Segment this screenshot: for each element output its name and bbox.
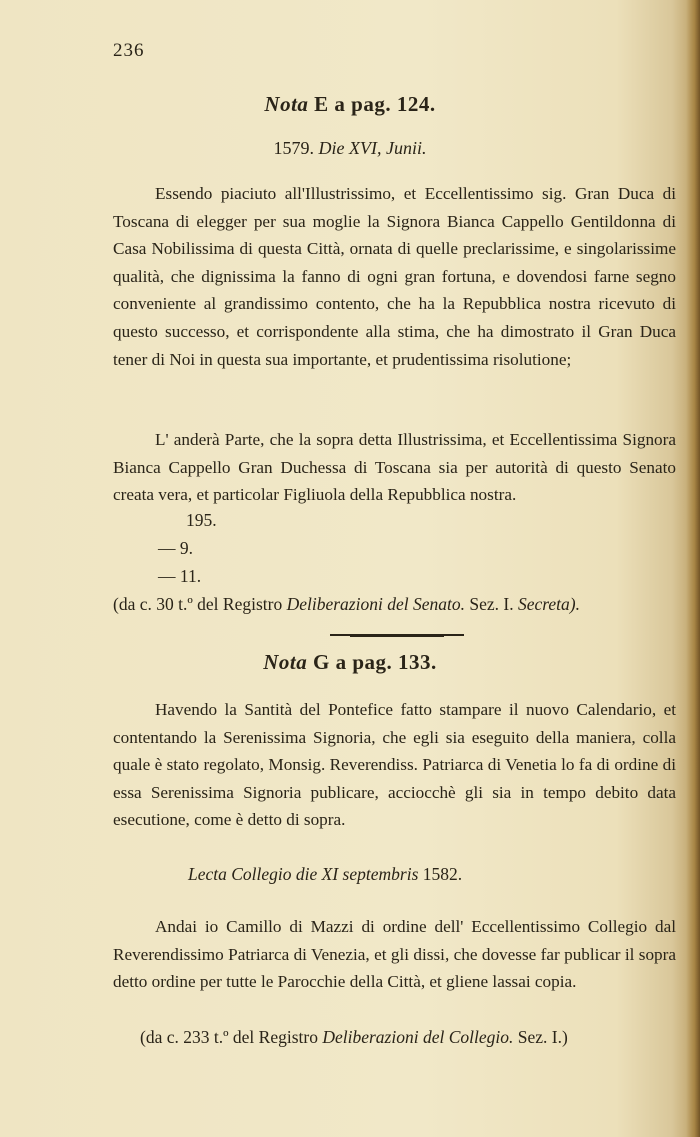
- nota-g-source-suffix: Sez. I.): [517, 1027, 568, 1047]
- nota-e-paragraph-1: Essendo piaciuto all'Illustrissimo, et Eccellentissimo sig. Gran Duca di Toscana di elegger per sua moglie la Signora Bianca Cappello Gentildonna di Casa Nobilissima di questa Città, ornata di quelle preclarissime, e singolarissime qualità, che dignissima la fanno di ogni gran fortuna, e dovendosi farne segno conveniente al grandissimo contento, che ha la Repubblica nostra ricevuto di questo successo, et corrispondente alla stima, che ha dimostrato il Gran Duca tener di Noi in questa sua importante, et prudentissima risolutione;: [113, 184, 676, 369]
- nota-g-lecta-text: Lecta Collegio die XI septembris: [188, 864, 419, 884]
- page-edge-shadow: [686, 0, 700, 1137]
- nota-g-lecta-year: 1582.: [422, 864, 463, 884]
- nota-g-lecta-line: [188, 864, 462, 885]
- nota-e-heading-nota: Nota: [264, 92, 309, 116]
- nota-g-paragraph-1: Havendo la Santità del Pontefice fatto stampare il nuovo Calendario, et contentando la Serenissima Signoria, che egli sia eseguito della maniera, colla quale è stato regolato, Monsig. Reverendiss. Patriarca di Venetia lo fa di ordine di essa Serenissima Signoria publicare, acciocchè gli sia in tempo debito data esecutione, come è detto di sopra.: [113, 700, 676, 830]
- nota-e-source-prefix: (da c. 30 t.º del Registro: [113, 594, 283, 614]
- nota-e-date-year: 1579.: [273, 138, 315, 158]
- nota-e-heading-rest: E a pag. 124.: [314, 92, 436, 116]
- nota-e-date: [0, 138, 700, 159]
- nota-e-paragraph-2: L' anderà Parte, che la sopra detta Illustrissima, et Eccellentissima Signora Bianca Cappello Gran Duchessa di Toscana sia per autorità di questo Senato creata vera, et particolar Figliuola della Repubblica nostra.: [113, 430, 676, 505]
- nota-e-date-text: Die XVI, Junii.: [318, 138, 427, 158]
- nota-e-source-suffix: Sez. I.: [469, 594, 514, 614]
- nota-e-source-citation: [113, 594, 580, 615]
- nota-e-source-section: Secreta).: [517, 594, 580, 614]
- nota-g-paragraph-2: Andai io Camillo di Mazzi di ordine dell' Eccellentissimo Collegio dal Reverendissimo Patriarca di Venezia, et gli dissi, che dovesse far publicar il sopra detto ordine per tutte le Parocchie della Città, et gliene lassai copia.: [113, 917, 676, 992]
- section-divider: [330, 634, 464, 636]
- nota-g-source-prefix: (da c. 233 t.º del Registro: [140, 1027, 318, 1047]
- nota-g-heading-rest: G a pag. 133.: [312, 650, 437, 674]
- page-number: 236: [113, 40, 145, 61]
- vote-count-favor: 195.: [186, 510, 217, 530]
- nota-e-source-title: Deliberazioni del Senato.: [286, 594, 465, 614]
- nota-g-heading: [0, 650, 700, 675]
- nota-g-source-title: Deliberazioni del Collegio.: [322, 1027, 514, 1047]
- nota-e-heading: [0, 92, 700, 117]
- nota-g-source-citation: [140, 1027, 568, 1048]
- vote-count-abstain: — 11.: [158, 566, 202, 586]
- vote-count-against: — 9.: [158, 538, 193, 558]
- nota-g-heading-nota: Nota: [263, 650, 308, 674]
